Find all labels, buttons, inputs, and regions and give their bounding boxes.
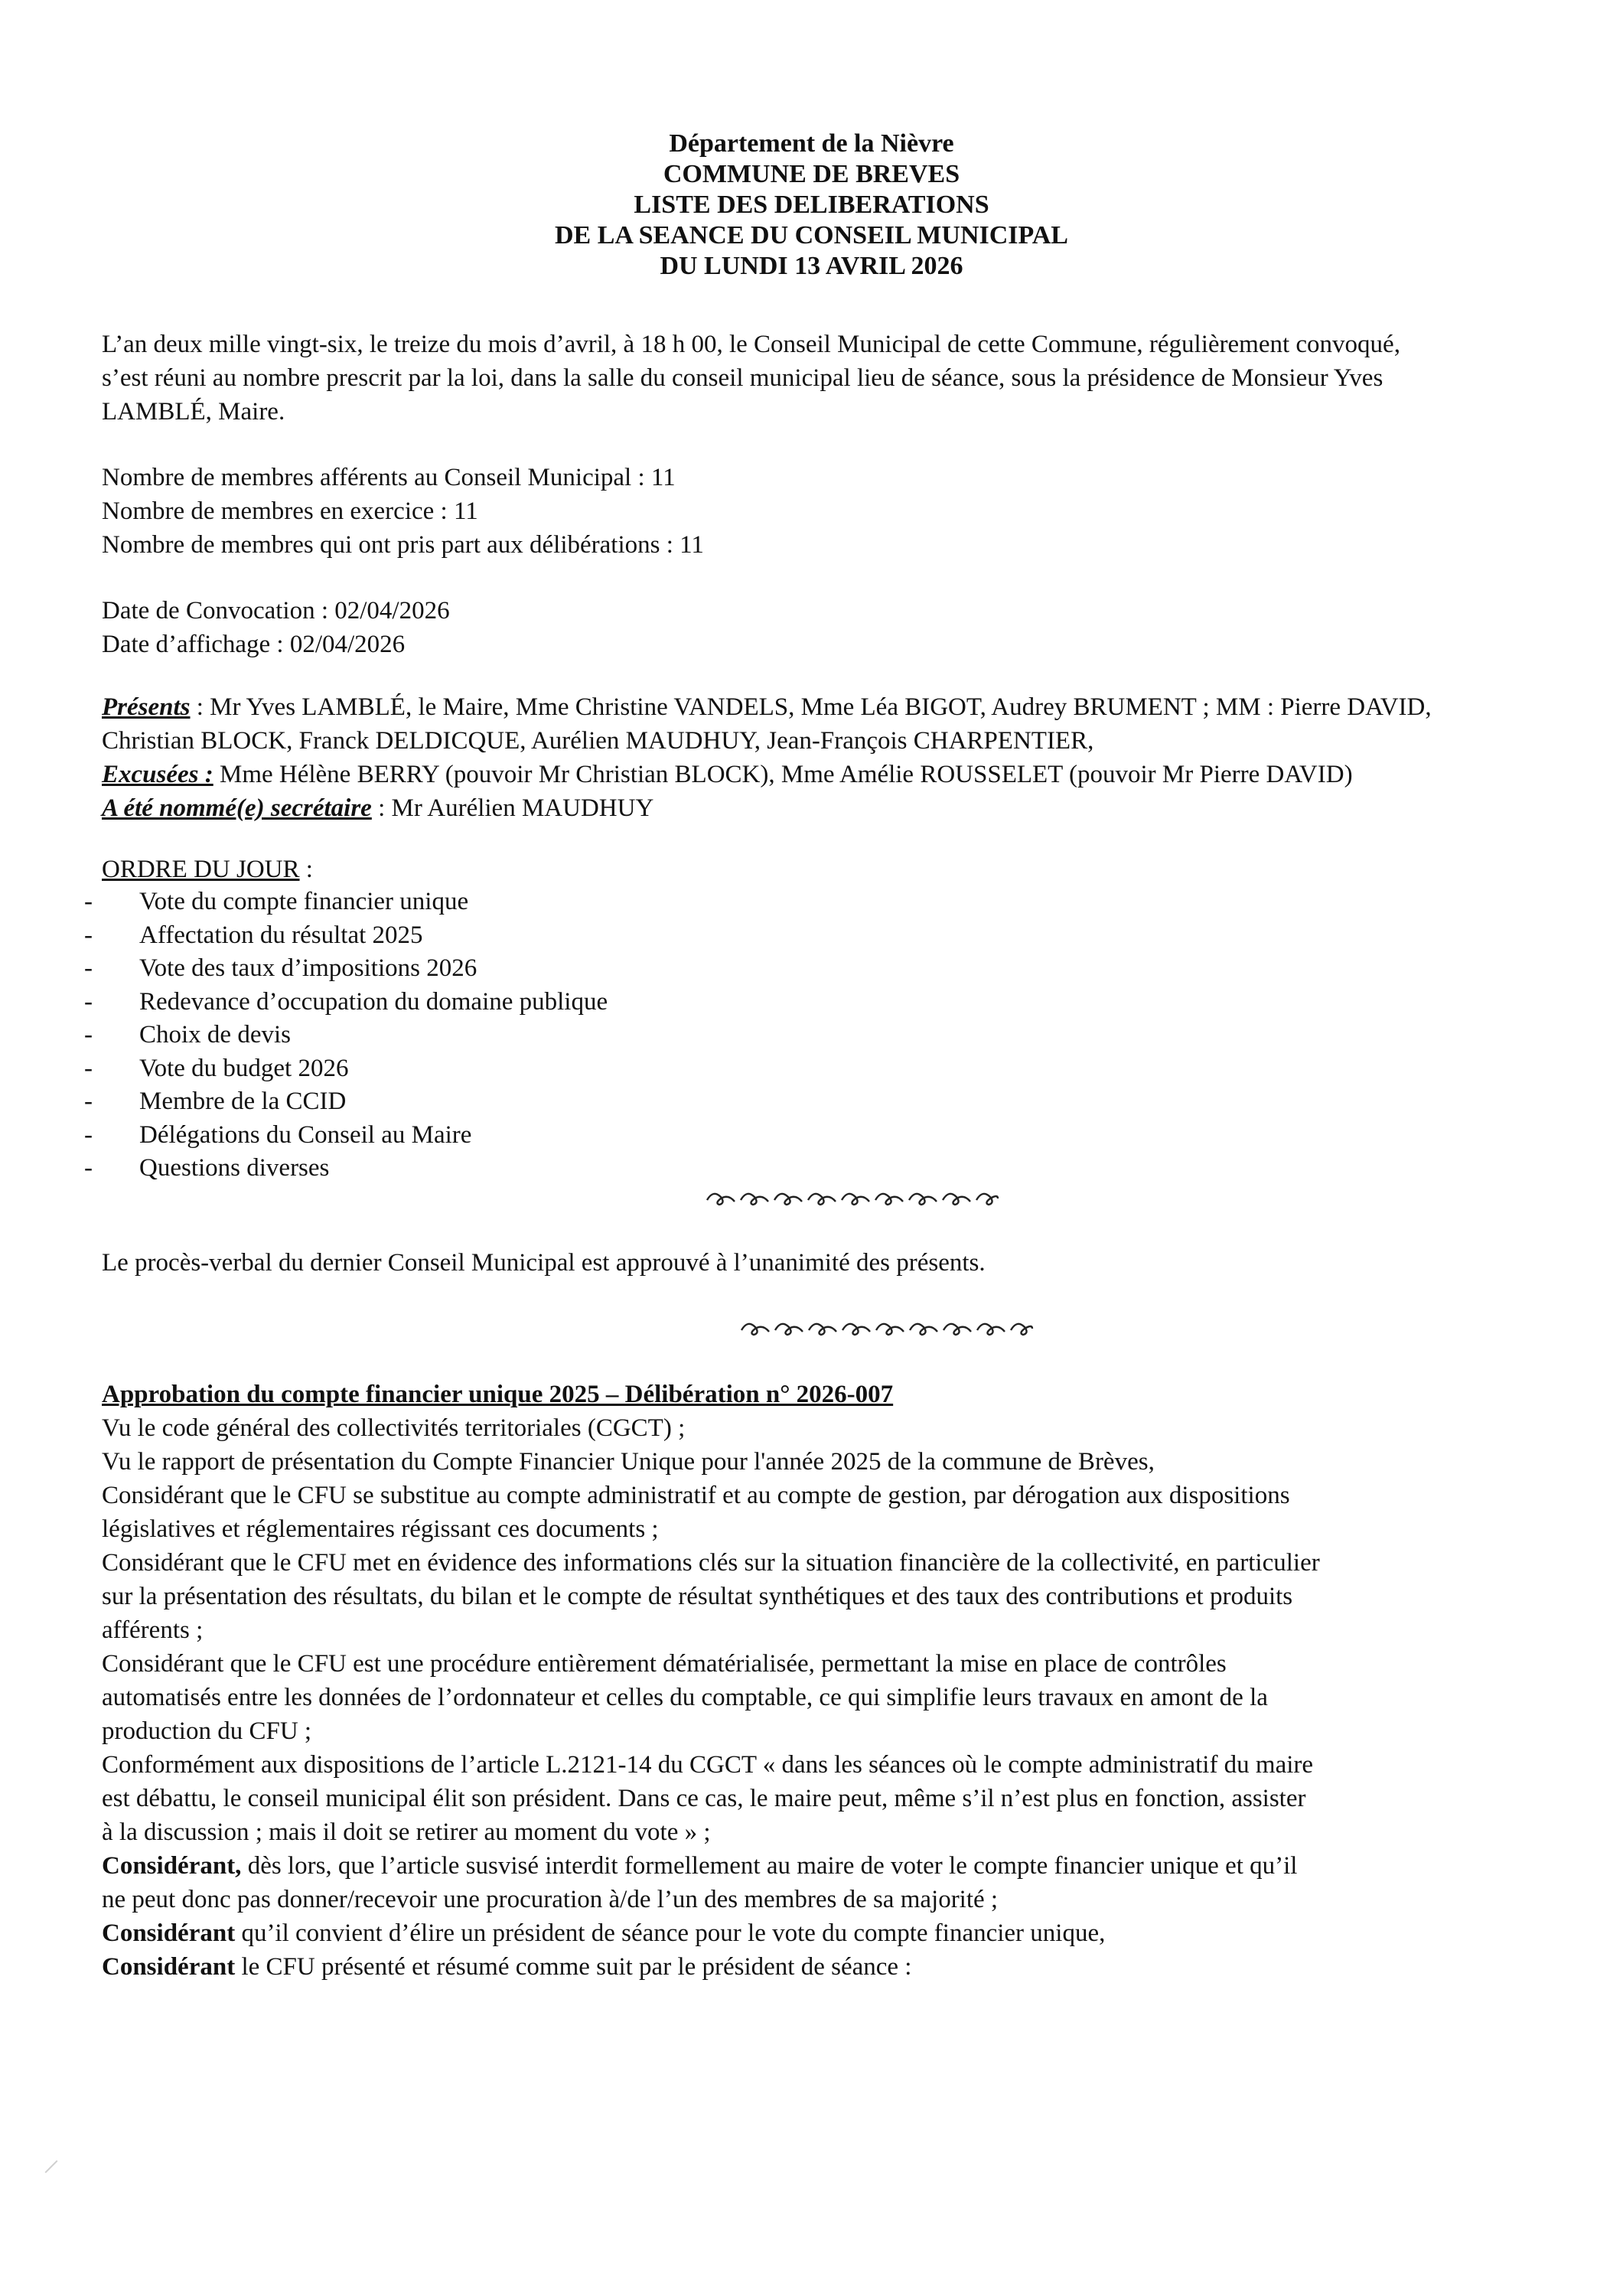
presents-line-2: Christian BLOCK, Franck DELDICQUE, Aurélien MAUDHUY, Jean-François CHARPENTIER, <box>102 727 1094 755</box>
presents-text: : Mr Yves LAMBLÉ, le Maire, Mme Christine VANDELS, Mme Léa BIGOT, Audrey BRUMENT ; MM : Pierre DAVID, <box>190 693 1432 721</box>
agenda-item: - Affectation du résultat 2025 <box>84 919 608 953</box>
header-date: DU LUNDI 13 AVRIL 2026 <box>660 252 963 280</box>
deliberation-line: production du CFU ; <box>102 1717 312 1745</box>
pv-text: Le procès-verbal du dernier Conseil Municipal est approuvé à l’unanimité des présents. <box>102 1249 986 1277</box>
header-commune: COMMUNE DE BREVES <box>663 160 960 188</box>
members-exercice: Nombre de membres en exercice : 11 <box>102 497 478 525</box>
agenda-item-text: Vote du compte financier unique <box>139 888 469 915</box>
ornament-divider <box>704 1186 1002 1215</box>
agenda-title: ORDRE DU JOUR <box>102 856 300 883</box>
intro-line: s’est réuni au nombre prescrit par la loi, dans la salle du conseil municipal lieu de séance, sous la présidence de Monsieur Yves <box>102 364 1383 392</box>
presents-line <box>102 690 1540 724</box>
deliberation-line: sur la présentation des résultats, du bilan et le compte de résultat synthétiques et des taux des contributions et produits <box>102 1583 1293 1610</box>
header-department: Département de la Nièvre <box>669 129 954 158</box>
agenda-item: - Vote du compte financier unique <box>84 885 608 919</box>
dates-block <box>102 594 1540 661</box>
deliberation-line <box>102 1916 1540 1950</box>
deliberation-line-text: dès lors, que l’article susvisé interdit formellement au maire de voter le compte financier unique et qu’il <box>241 1852 1298 1880</box>
agenda-item-text: Choix de devis <box>139 1021 291 1049</box>
secretaire-label: A été nommé(e) secrétaire <box>102 794 372 822</box>
deliberation-line: Considérant que le CFU se substitue au compte administratif et au compte de gestion, par dérogation aux dispositions <box>102 1482 1290 1509</box>
agenda-item-text: Vote du budget 2026 <box>139 1054 349 1082</box>
agenda-item: - Questions diverses <box>84 1152 608 1186</box>
agenda-item: - Membre de la CCID <box>84 1085 608 1119</box>
deliberation-line: législatives et réglementaires régissant ces documents ; <box>102 1515 659 1543</box>
excusees-text: Mme Hélène BERRY (pouvoir Mr Christian BLOCK), Mme Amélie ROUSSELET (pouvoir Mr Pierre DAVID) <box>213 761 1353 788</box>
secretaire-line <box>102 791 1540 825</box>
header-session: DE LA SEANCE DU CONSEIL MUNICIPAL <box>555 221 1068 249</box>
intro-line: LAMBLÉ, Maire. <box>102 398 285 426</box>
ornament-swirl-icon <box>704 1186 1002 1209</box>
pv-approval <box>102 1246 1540 1280</box>
intro-line: L’an deux mille vingt-six, le treize du mois d’avril, à 18 h 00, le Conseil Municipal de cette Commune, régulièrement convoqué, <box>102 331 1400 358</box>
excusees-line <box>102 758 1540 791</box>
deliberation-line: à la discussion ; mais il doit se retirer au moment du vote » ; <box>102 1818 711 1846</box>
deliberation-title: Approbation du compte financier unique 2025 – Délibération n° 2026-007 <box>102 1381 894 1408</box>
members-afferents: Nombre de membres afférents au Conseil Municipal : 11 <box>102 464 676 491</box>
deliberation-line: est débattu, le conseil municipal élit son président. Dans ce cas, le maire peut, même s’il n’est plus en fonction, assister <box>102 1785 1306 1812</box>
secretaire-text: : Mr Aurélien MAUDHUY <box>371 794 654 822</box>
scan-artifact <box>45 2161 58 2174</box>
agenda-item-text: Vote des taux d’impositions 2026 <box>139 954 477 982</box>
agenda-item: - Choix de devis <box>84 1019 608 1052</box>
deliberation-line: Conformément aux dispositions de l’article L.2121-14 du CGCT « dans les séances où le compte administratif du maire <box>102 1751 1314 1779</box>
agenda-item-text: Délégations du Conseil au Maire <box>139 1120 472 1149</box>
members-deliberations: Nombre de membres qui ont pris part aux délibérations : 11 <box>102 531 704 559</box>
presents-label: Présents <box>102 693 191 721</box>
ornament-divider <box>738 1316 1037 1345</box>
attendance-block <box>102 690 1540 825</box>
deliberation-section <box>102 1378 1540 1984</box>
deliberation-line: automatisés entre les données de l’ordonnateur et celles du comptable, ce qui simplifie leurs travaux en amont de la <box>102 1684 1268 1711</box>
deliberation-line: Considérant que le CFU met en évidence des informations clés sur la situation financière de la collectivité, en particulier <box>102 1549 1320 1577</box>
agenda-item: - Vote des taux d’impositions 2026 <box>84 952 608 986</box>
deliberation-line: Vu le code général des collectivités territoriales (CGCT) ; <box>102 1414 686 1442</box>
header-list-title: LISTE DES DELIBERATIONS <box>634 191 989 219</box>
ornament-swirl-icon <box>738 1316 1037 1339</box>
date-convocation: Date de Convocation : 02/04/2026 <box>102 597 450 625</box>
date-affichage: Date d’affichage : 02/04/2026 <box>102 631 406 658</box>
document-header <box>0 129 1623 282</box>
agenda-item-text: Redevance d’occupation du domaine publique <box>139 987 608 1016</box>
intro-paragraph <box>102 328 1540 429</box>
agenda-item: - Délégations du Conseil au Maire <box>84 1119 608 1153</box>
considerant-bold: Considérant, <box>102 1852 242 1880</box>
excusees-label: Excusées : <box>102 761 213 788</box>
agenda-item-text: Affectation du résultat 2025 <box>139 921 423 949</box>
agenda-item: - Vote du budget 2026 <box>84 1052 608 1086</box>
deliberation-line-text: le CFU présenté et résumé comme suit par le président de séance : <box>235 1953 912 1981</box>
agenda-title-line <box>102 853 1540 886</box>
deliberation-line: ne peut donc pas donner/recevoir une procuration à/de l’un des membres de sa majorité ; <box>102 1886 999 1913</box>
deliberation-line <box>102 1950 1540 1984</box>
agenda-title-colon: : <box>299 856 313 883</box>
agenda-item-text: Membre de la CCID <box>139 1088 347 1115</box>
agenda-item-text: Questions diverses <box>139 1154 330 1182</box>
members-count <box>102 461 1540 562</box>
deliberation-line: afférents ; <box>102 1616 204 1644</box>
agenda-item: - Redevance d’occupation du domaine publique <box>84 986 608 1019</box>
deliberation-line: Vu le rapport de présentation du Compte Financier Unique pour l'année 2025 de la commune de Brèves, <box>102 1448 1155 1476</box>
agenda-list <box>84 885 608 1186</box>
deliberation-line <box>102 1849 1540 1883</box>
deliberation-line-text: qu’il convient d’élire un président de séance pour le vote du compte financier unique, <box>235 1919 1106 1947</box>
considerant-bold: Considérant <box>102 1953 236 1981</box>
deliberation-line: Considérant que le CFU est une procédure entièrement dématérialisée, permettant la mise en place de contrôles <box>102 1650 1227 1678</box>
considerant-bold: Considérant <box>102 1919 236 1947</box>
